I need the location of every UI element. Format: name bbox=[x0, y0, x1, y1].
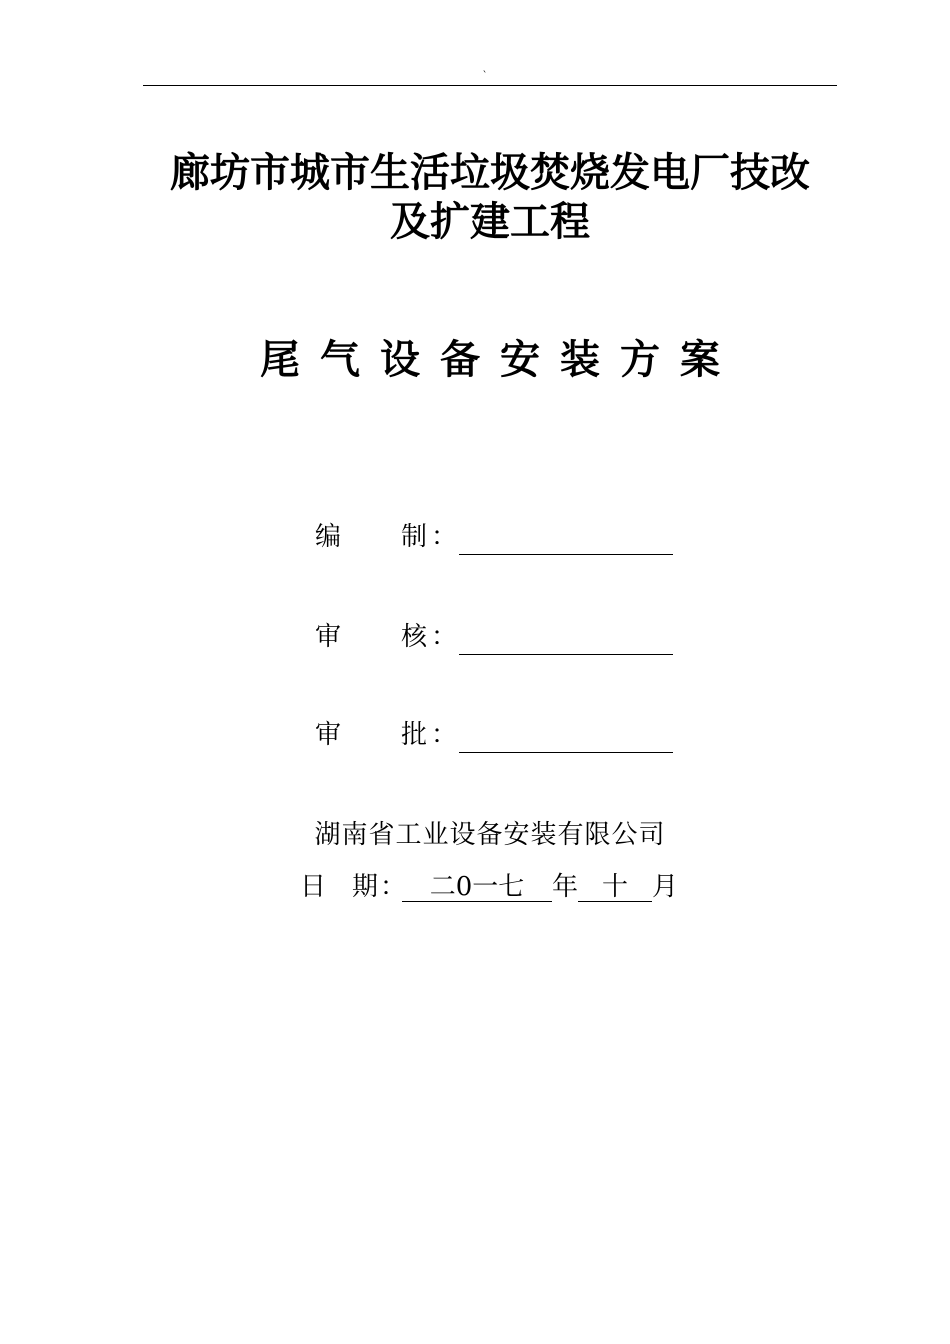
date-month-unit: 月 bbox=[652, 872, 679, 902]
document-subtitle: 尾气设备安装方案 bbox=[260, 336, 740, 383]
document-title-line-2: 及扩建工程 bbox=[390, 198, 590, 245]
field-colon: ： bbox=[431, 720, 458, 750]
date-year-unit: 年 bbox=[552, 872, 579, 902]
date-month-value: 十 bbox=[578, 873, 652, 902]
date-year-value: 二0一七 bbox=[402, 873, 552, 902]
date-colon: ： bbox=[380, 872, 407, 902]
field-colon: ： bbox=[431, 522, 458, 552]
field-label-char-1: 审 bbox=[315, 622, 342, 652]
header-rule bbox=[143, 85, 837, 86]
field-colon: ： bbox=[431, 622, 458, 652]
field-label-char-2: 核 bbox=[401, 622, 428, 652]
field-blank-line bbox=[459, 554, 673, 555]
field-label-char-1: 审 bbox=[315, 720, 342, 750]
company-name: 湖南省工业设备安装有限公司 bbox=[314, 820, 666, 850]
date-label-char-2: 期 bbox=[352, 872, 379, 902]
field-label-char-1: 编 bbox=[315, 522, 342, 552]
date-label-char-1: 日 bbox=[300, 872, 327, 902]
field-blank-line bbox=[459, 752, 673, 753]
field-label-char-2: 制 bbox=[401, 522, 428, 552]
document-title-line-1: 廊坊市城市生活垃圾焚烧发电厂技改 bbox=[170, 149, 810, 196]
field-label-char-2: 批 bbox=[401, 720, 428, 750]
field-blank-line bbox=[459, 654, 673, 655]
header-mark: ` bbox=[482, 71, 488, 82]
date-line bbox=[300, 870, 678, 904]
